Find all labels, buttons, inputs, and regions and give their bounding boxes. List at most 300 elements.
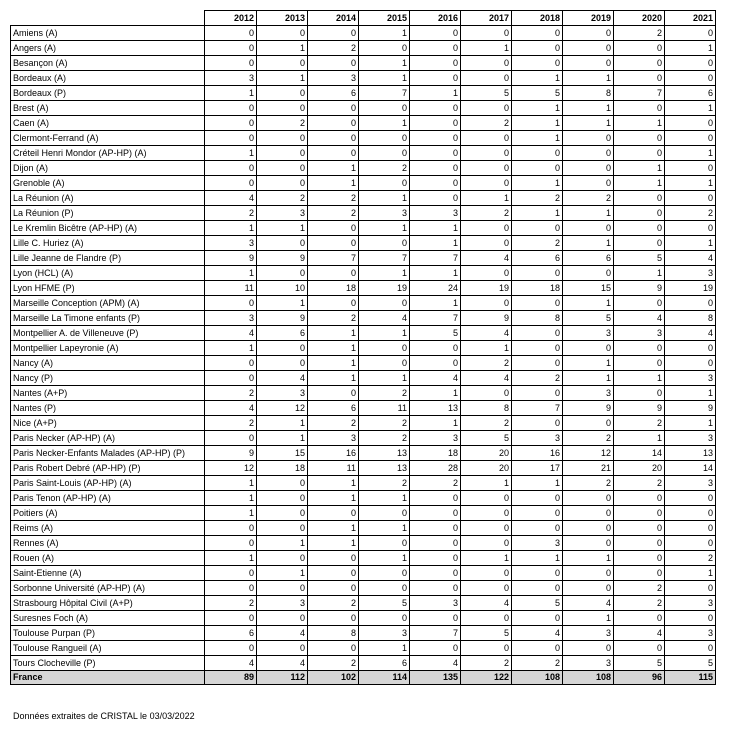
- value-cell: 1: [308, 521, 359, 536]
- table-row: [11, 26, 716, 41]
- value-cell: 5: [359, 596, 410, 611]
- value-cell: 5: [512, 86, 563, 101]
- value-cell: 0: [563, 416, 614, 431]
- value-cell: 0: [614, 206, 665, 221]
- value-cell: 1: [359, 116, 410, 131]
- table-row: [11, 446, 716, 461]
- value-cell: 3: [410, 431, 461, 446]
- value-cell: 3: [308, 431, 359, 446]
- total-value: 135: [410, 671, 461, 685]
- table-row: [11, 101, 716, 116]
- table-row: [11, 461, 716, 476]
- value-cell: 1: [308, 161, 359, 176]
- value-cell: 1: [359, 371, 410, 386]
- value-cell: 0: [308, 26, 359, 41]
- value-cell: 1: [563, 371, 614, 386]
- value-cell: 0: [205, 581, 257, 596]
- value-cell: 0: [665, 611, 716, 626]
- year-header: 2013: [257, 11, 308, 26]
- value-cell: 4: [257, 626, 308, 641]
- value-cell: 2: [308, 416, 359, 431]
- value-cell: 0: [665, 491, 716, 506]
- value-cell: 5: [461, 86, 512, 101]
- value-cell: 0: [665, 161, 716, 176]
- value-cell: 0: [563, 221, 614, 236]
- value-cell: 0: [614, 221, 665, 236]
- total-value: 115: [665, 671, 716, 685]
- value-cell: 3: [205, 71, 257, 86]
- centre-name: Paris Saint-Louis (AP-HP) (A): [11, 476, 205, 491]
- value-cell: 1: [665, 146, 716, 161]
- value-cell: 0: [308, 101, 359, 116]
- value-cell: 0: [359, 296, 410, 311]
- value-cell: 3: [665, 431, 716, 446]
- value-cell: 2: [614, 596, 665, 611]
- value-cell: 11: [308, 461, 359, 476]
- table-row: [11, 266, 716, 281]
- value-cell: 0: [257, 506, 308, 521]
- centre-name: Tours Clocheville (P): [11, 656, 205, 671]
- centre-name: Amiens (A): [11, 26, 205, 41]
- value-cell: 9: [563, 401, 614, 416]
- value-cell: 1: [665, 41, 716, 56]
- value-cell: 1: [665, 386, 716, 401]
- value-cell: 5: [665, 656, 716, 671]
- value-cell: 3: [257, 596, 308, 611]
- year-header: 2014: [308, 11, 359, 26]
- value-cell: 1: [512, 176, 563, 191]
- value-cell: 0: [359, 341, 410, 356]
- value-cell: 0: [410, 101, 461, 116]
- centre-name: Caen (A): [11, 116, 205, 131]
- value-cell: 0: [410, 506, 461, 521]
- value-cell: 0: [257, 176, 308, 191]
- value-cell: 0: [512, 326, 563, 341]
- value-cell: 0: [359, 131, 410, 146]
- value-cell: 0: [563, 491, 614, 506]
- year-header: 2020: [614, 11, 665, 26]
- value-cell: 7: [410, 251, 461, 266]
- value-cell: 4: [512, 626, 563, 641]
- value-cell: 0: [205, 521, 257, 536]
- table-row: [11, 281, 716, 296]
- value-cell: 5: [512, 596, 563, 611]
- value-cell: 1: [665, 176, 716, 191]
- value-cell: 0: [410, 566, 461, 581]
- value-cell: 10: [257, 281, 308, 296]
- centre-name: Le Kremlin Bicêtre (AP-HP) (A): [11, 221, 205, 236]
- value-cell: 3: [665, 476, 716, 491]
- value-cell: 1: [359, 521, 410, 536]
- centre-name: Bordeaux (P): [11, 86, 205, 101]
- value-cell: 0: [665, 116, 716, 131]
- value-cell: 1: [257, 536, 308, 551]
- value-cell: 0: [614, 641, 665, 656]
- centre-name: Nancy (P): [11, 371, 205, 386]
- value-cell: 0: [665, 221, 716, 236]
- value-cell: 0: [614, 521, 665, 536]
- value-cell: 4: [359, 311, 410, 326]
- value-cell: 0: [461, 236, 512, 251]
- value-cell: 0: [308, 296, 359, 311]
- value-cell: 0: [257, 341, 308, 356]
- total-value: 112: [257, 671, 308, 685]
- footnote: Données extraites de CRISTAL le 03/03/2022: [13, 711, 195, 721]
- value-cell: 2: [512, 236, 563, 251]
- centre-name: Sorbonne Université (AP-HP) (A): [11, 581, 205, 596]
- table-row: [11, 656, 716, 671]
- value-cell: 0: [665, 341, 716, 356]
- value-cell: 0: [614, 356, 665, 371]
- value-cell: 19: [665, 281, 716, 296]
- value-cell: 3: [563, 326, 614, 341]
- value-cell: 0: [308, 236, 359, 251]
- value-cell: 0: [665, 191, 716, 206]
- value-cell: 1: [665, 236, 716, 251]
- value-cell: 3: [563, 626, 614, 641]
- value-cell: 2: [614, 581, 665, 596]
- value-cell: 0: [257, 56, 308, 71]
- value-cell: 8: [308, 626, 359, 641]
- value-cell: 0: [359, 506, 410, 521]
- value-cell: 6: [205, 626, 257, 641]
- value-cell: 15: [257, 446, 308, 461]
- value-cell: 0: [512, 506, 563, 521]
- value-cell: 8: [563, 86, 614, 101]
- value-cell: 0: [410, 71, 461, 86]
- table-row: [11, 641, 716, 656]
- value-cell: 0: [308, 566, 359, 581]
- value-cell: 4: [205, 191, 257, 206]
- value-cell: 0: [512, 146, 563, 161]
- value-cell: 0: [257, 266, 308, 281]
- centre-name: Toulouse Purpan (P): [11, 626, 205, 641]
- total-value: 114: [359, 671, 410, 685]
- value-cell: 1: [512, 206, 563, 221]
- value-cell: 15: [563, 281, 614, 296]
- centre-name: Montpellier A. de Villeneuve (P): [11, 326, 205, 341]
- value-cell: 2: [205, 596, 257, 611]
- value-cell: 3: [512, 536, 563, 551]
- value-cell: 0: [308, 266, 359, 281]
- value-cell: 1: [205, 86, 257, 101]
- value-cell: 0: [563, 56, 614, 71]
- value-cell: 0: [205, 536, 257, 551]
- value-cell: 0: [308, 116, 359, 131]
- total-row: [11, 671, 716, 685]
- table-row: [11, 236, 716, 251]
- value-cell: 1: [205, 551, 257, 566]
- value-cell: 2: [614, 476, 665, 491]
- value-cell: 0: [410, 176, 461, 191]
- value-cell: 4: [410, 371, 461, 386]
- value-cell: 6: [308, 401, 359, 416]
- value-cell: 19: [461, 281, 512, 296]
- total-value: 96: [614, 671, 665, 685]
- value-cell: 1: [308, 326, 359, 341]
- value-cell: 1: [359, 191, 410, 206]
- table-row: [11, 566, 716, 581]
- value-cell: 1: [614, 266, 665, 281]
- value-cell: 4: [257, 371, 308, 386]
- value-cell: 0: [614, 131, 665, 146]
- value-cell: 3: [665, 371, 716, 386]
- value-cell: 0: [410, 611, 461, 626]
- table-row: [11, 41, 716, 56]
- value-cell: 3: [410, 206, 461, 221]
- value-cell: 0: [257, 161, 308, 176]
- table-row: [11, 491, 716, 506]
- value-cell: 0: [205, 371, 257, 386]
- value-cell: 1: [359, 56, 410, 71]
- value-cell: 0: [461, 101, 512, 116]
- value-cell: 2: [205, 386, 257, 401]
- value-cell: 1: [461, 341, 512, 356]
- value-cell: 0: [410, 26, 461, 41]
- value-cell: 0: [205, 116, 257, 131]
- value-cell: 2: [308, 656, 359, 671]
- value-cell: 4: [461, 596, 512, 611]
- value-cell: 3: [359, 206, 410, 221]
- value-cell: 0: [665, 521, 716, 536]
- value-cell: 1: [205, 491, 257, 506]
- value-cell: 2: [308, 191, 359, 206]
- value-cell: 2: [461, 116, 512, 131]
- value-cell: 9: [461, 311, 512, 326]
- value-cell: 9: [257, 251, 308, 266]
- value-cell: 1: [461, 476, 512, 491]
- table-row: [11, 551, 716, 566]
- value-cell: 1: [257, 416, 308, 431]
- value-cell: 24: [410, 281, 461, 296]
- value-cell: 1: [359, 551, 410, 566]
- value-cell: 3: [205, 236, 257, 251]
- value-cell: 0: [563, 131, 614, 146]
- value-cell: 0: [410, 146, 461, 161]
- value-cell: 0: [410, 191, 461, 206]
- value-cell: 0: [512, 416, 563, 431]
- value-cell: 0: [205, 356, 257, 371]
- centre-name: Paris Necker (AP-HP) (A): [11, 431, 205, 446]
- value-cell: 0: [410, 116, 461, 131]
- value-cell: 0: [461, 521, 512, 536]
- total-value: 108: [512, 671, 563, 685]
- value-cell: 0: [461, 26, 512, 41]
- value-cell: 0: [461, 611, 512, 626]
- value-cell: 13: [665, 446, 716, 461]
- value-cell: 0: [665, 506, 716, 521]
- centre-name: Montpellier Lapeyronie (A): [11, 341, 205, 356]
- value-cell: 1: [563, 206, 614, 221]
- value-cell: 0: [614, 71, 665, 86]
- value-cell: 0: [410, 536, 461, 551]
- value-cell: 0: [512, 611, 563, 626]
- table-row: [11, 626, 716, 641]
- year-header: 2016: [410, 11, 461, 26]
- value-cell: 5: [614, 656, 665, 671]
- value-cell: 0: [257, 491, 308, 506]
- value-cell: 1: [461, 41, 512, 56]
- value-cell: 0: [512, 26, 563, 41]
- value-cell: 1: [410, 236, 461, 251]
- centre-name: Toulouse Rangueil (A): [11, 641, 205, 656]
- value-cell: 3: [563, 656, 614, 671]
- value-cell: 0: [614, 551, 665, 566]
- value-cell: 1: [563, 611, 614, 626]
- total-label: France: [11, 671, 205, 685]
- value-cell: 1: [512, 71, 563, 86]
- value-cell: 0: [563, 266, 614, 281]
- centre-name: La Réunion (P): [11, 206, 205, 221]
- value-cell: 0: [257, 101, 308, 116]
- value-cell: 0: [257, 611, 308, 626]
- value-cell: 0: [461, 266, 512, 281]
- value-cell: 1: [308, 341, 359, 356]
- value-cell: 2: [665, 551, 716, 566]
- value-cell: 9: [614, 281, 665, 296]
- value-cell: 3: [257, 386, 308, 401]
- table-row: [11, 431, 716, 446]
- value-cell: 0: [461, 536, 512, 551]
- value-cell: 0: [205, 41, 257, 56]
- value-cell: 2: [461, 656, 512, 671]
- value-cell: 11: [205, 281, 257, 296]
- value-cell: 0: [665, 356, 716, 371]
- value-cell: 0: [665, 641, 716, 656]
- value-cell: 2: [257, 116, 308, 131]
- value-cell: 0: [614, 536, 665, 551]
- total-value: 102: [308, 671, 359, 685]
- table-row: [11, 476, 716, 491]
- value-cell: 0: [257, 236, 308, 251]
- value-cell: 1: [512, 116, 563, 131]
- year-header: 2012: [205, 11, 257, 26]
- value-cell: 7: [359, 86, 410, 101]
- value-cell: 0: [563, 176, 614, 191]
- table-row: [11, 191, 716, 206]
- value-cell: 2: [614, 416, 665, 431]
- value-cell: 2: [563, 476, 614, 491]
- centre-name: Paris Robert Debré (AP-HP) (P): [11, 461, 205, 476]
- value-cell: 0: [563, 26, 614, 41]
- value-cell: 14: [614, 446, 665, 461]
- centre-name: Nice (A+P): [11, 416, 205, 431]
- value-cell: 17: [512, 461, 563, 476]
- value-cell: 0: [257, 356, 308, 371]
- value-cell: 1: [359, 71, 410, 86]
- value-cell: 0: [563, 641, 614, 656]
- centre-name: Grenoble (A): [11, 176, 205, 191]
- centre-name: La Réunion (A): [11, 191, 205, 206]
- value-cell: 0: [461, 641, 512, 656]
- value-cell: 1: [410, 86, 461, 101]
- value-cell: 1: [614, 431, 665, 446]
- centre-name: Angers (A): [11, 41, 205, 56]
- table-row: [11, 611, 716, 626]
- value-cell: 2: [461, 356, 512, 371]
- value-cell: 0: [359, 41, 410, 56]
- centre-name: Lyon HFME (P): [11, 281, 205, 296]
- centre-name: Rouen (A): [11, 551, 205, 566]
- centre-name: Créteil Henri Mondor (AP-HP) (A): [11, 146, 205, 161]
- table-row: [11, 146, 716, 161]
- table-row: [11, 401, 716, 416]
- year-header: 2015: [359, 11, 410, 26]
- value-cell: 2: [563, 431, 614, 446]
- value-cell: 0: [359, 176, 410, 191]
- value-cell: 0: [308, 581, 359, 596]
- value-cell: 3: [308, 71, 359, 86]
- value-cell: 0: [359, 101, 410, 116]
- value-cell: 0: [461, 176, 512, 191]
- value-cell: 7: [410, 311, 461, 326]
- value-cell: 9: [665, 401, 716, 416]
- value-cell: 8: [665, 311, 716, 326]
- value-cell: 2: [665, 206, 716, 221]
- value-cell: 0: [205, 101, 257, 116]
- value-cell: 0: [665, 536, 716, 551]
- value-cell: 0: [257, 86, 308, 101]
- centre-name: Saint-Etienne (A): [11, 566, 205, 581]
- value-cell: 4: [461, 326, 512, 341]
- total-value: 122: [461, 671, 512, 685]
- value-cell: 3: [205, 311, 257, 326]
- value-cell: 0: [257, 131, 308, 146]
- value-cell: 1: [257, 41, 308, 56]
- value-cell: 6: [563, 251, 614, 266]
- value-cell: 1: [563, 71, 614, 86]
- value-cell: 1: [563, 236, 614, 251]
- value-cell: 2: [308, 596, 359, 611]
- value-cell: 2: [461, 416, 512, 431]
- centre-name: Besançon (A): [11, 56, 205, 71]
- value-cell: 1: [308, 476, 359, 491]
- value-cell: 1: [614, 371, 665, 386]
- value-cell: 4: [205, 326, 257, 341]
- value-cell: 1: [359, 641, 410, 656]
- value-cell: 1: [563, 356, 614, 371]
- value-cell: 0: [563, 536, 614, 551]
- centre-name: Nantes (P): [11, 401, 205, 416]
- value-cell: 0: [512, 491, 563, 506]
- value-cell: 1: [563, 116, 614, 131]
- total-value: 89: [205, 671, 257, 685]
- value-cell: 0: [359, 536, 410, 551]
- centre-name: Marseille La Timone enfants (P): [11, 311, 205, 326]
- value-cell: 2: [359, 386, 410, 401]
- value-cell: 2: [410, 476, 461, 491]
- centre-name: Reims (A): [11, 521, 205, 536]
- value-cell: 2: [308, 311, 359, 326]
- value-cell: 2: [563, 191, 614, 206]
- centre-name: Bordeaux (A): [11, 71, 205, 86]
- table-row: [11, 71, 716, 86]
- value-cell: 2: [359, 431, 410, 446]
- value-cell: 0: [614, 566, 665, 581]
- value-cell: 4: [461, 371, 512, 386]
- value-cell: 2: [257, 191, 308, 206]
- value-cell: 3: [665, 596, 716, 611]
- value-cell: 3: [665, 626, 716, 641]
- table-row: [11, 416, 716, 431]
- value-cell: 0: [461, 296, 512, 311]
- value-cell: 0: [563, 566, 614, 581]
- value-cell: 1: [359, 221, 410, 236]
- year-header: 2021: [665, 11, 716, 26]
- value-cell: 0: [614, 296, 665, 311]
- value-cell: 1: [205, 146, 257, 161]
- value-cell: 1: [512, 476, 563, 491]
